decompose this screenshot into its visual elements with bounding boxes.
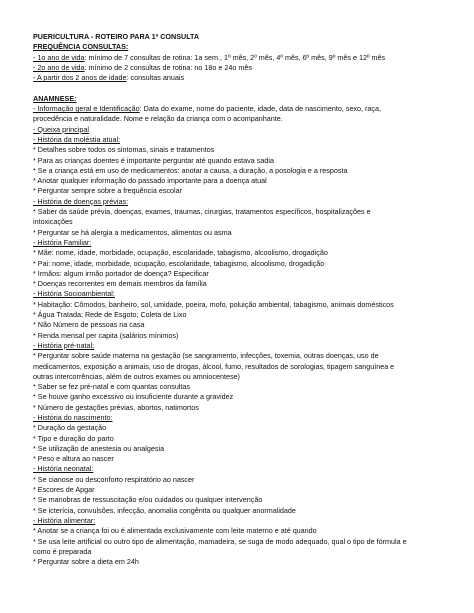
document-title: PUERICULTURA - ROTEIRO PARA 1ª CONSULTA: [33, 32, 200, 41]
frequency-line-3-label: - A partir dos 2 anos de idade: [33, 73, 127, 83]
ha-item: * Perguntar sobre a dieta em 24h: [33, 557, 139, 567]
frequency-heading: FREQUÊNCIA CONSULTAS:: [33, 42, 129, 52]
hs-item: * Habitação: Cômodos, banheiro, sol, umidade, poeira, mofo, poluição ambiental, tabagismo, animais domésticos: [33, 299, 394, 309]
hf-item: * Mãe: nome, idade, morbidade, ocupação, escolaridade, tabagismo, alcoolismo, drogadição: [33, 248, 328, 258]
queixa-principal-heading: - Queixa principal: [33, 124, 89, 134]
identification-label: - Informação geral e Identificação: [33, 104, 140, 114]
hdp-item: intoxicações: [33, 217, 73, 227]
frequency-line-3-text: : consultas anuais: [126, 73, 185, 83]
hn-item: * Tipo e duração do parto: [33, 433, 114, 443]
frequency-line-2-text: : mínimo de 2 consultas de rotina: no 18o e 24o mês: [84, 62, 252, 72]
frequency-line-2-label: - 2o ano de vida: [33, 62, 85, 72]
hpn-item: * Se houve ganho excessivo ou insuficiente durante a gravidez: [33, 392, 234, 402]
hpn-item: * Perguntar sobre saúde materna na gestação (se sangramento, infecções, toxemia, outras doenças, uso de: [33, 351, 379, 361]
hs-heading: - História Socioambiental:: [33, 289, 115, 299]
identification-continuation: procedência e naturalidade. Nome e relação da criança com o acompanhante.: [33, 114, 283, 124]
hf-item: * Doenças recorrentes em demais membros da família: [33, 279, 207, 289]
hma-item: * Para as crianças doentes é importante perguntar até quando estava sadia: [33, 155, 274, 165]
hdp-item: * Perguntar se há alergia a medicamentos, alimentos ou asma: [33, 227, 232, 237]
section-spacer: [33, 83, 453, 93]
hneo-item: * Escores de Apgar: [33, 485, 95, 495]
ha-item: * Anotar se a criança foi ou é alimentada exclusivamente com leite materno e até quando: [33, 526, 317, 536]
frequency-line-1-text: : mínimo de 7 consultas de rotina: 1a sem., 1º mês, 2º mês, 4º mês, 6º mês, 9º mês e 12º mês: [84, 52, 386, 62]
hneo-item: * Se cianose ou desconforto respiratório ao nascer: [33, 474, 195, 484]
hn-item: * Se utilização de anestesia ou analgesia: [33, 443, 165, 453]
frequency-line-3: [33, 73, 453, 83]
document-page: [33, 32, 453, 567]
hpn-item: outras intercorrências, além de outros exames ou amniocentese): [33, 371, 240, 381]
hn-heading: - História do nascimento:: [33, 412, 113, 422]
hs-item: * Água Tratada; Rede de Esgoto; Coleta de Lixo: [33, 310, 187, 320]
hf-heading: - História Familiar:: [33, 237, 92, 247]
hf-item: * Pai: nome, idade, morbidade, ocupação, escolaridade, tabagismo, alcoolismo, drogadição: [33, 258, 325, 268]
ha-heading: - História alimentar:: [33, 515, 96, 525]
hma-item: * Anotar qualquer informação do passado importante para a doença atual: [33, 176, 267, 186]
hma-item: * Perguntar sempre sobre a frequência escolar: [33, 186, 183, 196]
hn-item: * Duração da gestação: [33, 423, 107, 433]
frequency-line-1: [33, 53, 453, 63]
frequency-line-2: [33, 63, 453, 73]
hpn-item: * Número de gestações prévias, abortos, natimortos: [33, 402, 199, 412]
frequency-line-1-label: - 1o ano de vida: [33, 52, 85, 62]
identification-line: [33, 104, 453, 114]
hpn-item: * Saber se fez pré-natal e com quantas consultas: [33, 382, 191, 392]
hf-item: * Irmãos: algum irmão portador de doença? Especificar: [33, 268, 209, 278]
hneo-heading: - História neonatal:: [33, 464, 94, 474]
anamnese-heading: ANAMNESE:: [33, 93, 77, 103]
ha-item: * Se usa leite artificial ou outro tipo de alimentação, mamadeira, se suga de modo adequado, qual o tipo de fórmula e: [33, 536, 407, 546]
hpn-heading: - História pré-natal:: [33, 340, 95, 350]
hs-item: * Renda mensal per capita (salários mínimos): [33, 330, 179, 340]
hdp-heading: - História de doenças prévias:: [33, 196, 129, 206]
hdp-item: * Saber da saúde prévia, doenças, exames, traumas, cirurgias, tratamentos específicos, hospitalizações e: [33, 207, 371, 217]
hma-item: * Detalhes sobre todos os sintomas, sinais e tratamentos: [33, 145, 215, 155]
hma-heading: - História da moléstia atual:: [33, 134, 121, 144]
hpn-item: medicamentos, exposição a animais, uso de drogas, álcool, fumo, resultados de sorologias, tipagem sanguínea e: [33, 361, 395, 371]
identification-text: : Data do exame, nome do paciente, idade, data de nascimento, sexo, raça,: [139, 104, 382, 114]
hn-item: * Peso e altura ao nascer: [33, 454, 114, 464]
hs-item: * Não Número de pessoas na casa: [33, 320, 145, 330]
hneo-item: * Se icterícia, convulsões, infecção, anomalia congênita ou qualquer anormalidade: [33, 505, 296, 515]
hneo-item: * Se manobras de ressuscitação e/ou cuidados ou qualquer intervenção: [33, 495, 263, 505]
hma-item: * Se a criança está em uso de medicamentos: anotar a causa, a duração, a posologia e a resposta: [33, 165, 348, 175]
ha-item: como é preparada: [33, 546, 92, 556]
